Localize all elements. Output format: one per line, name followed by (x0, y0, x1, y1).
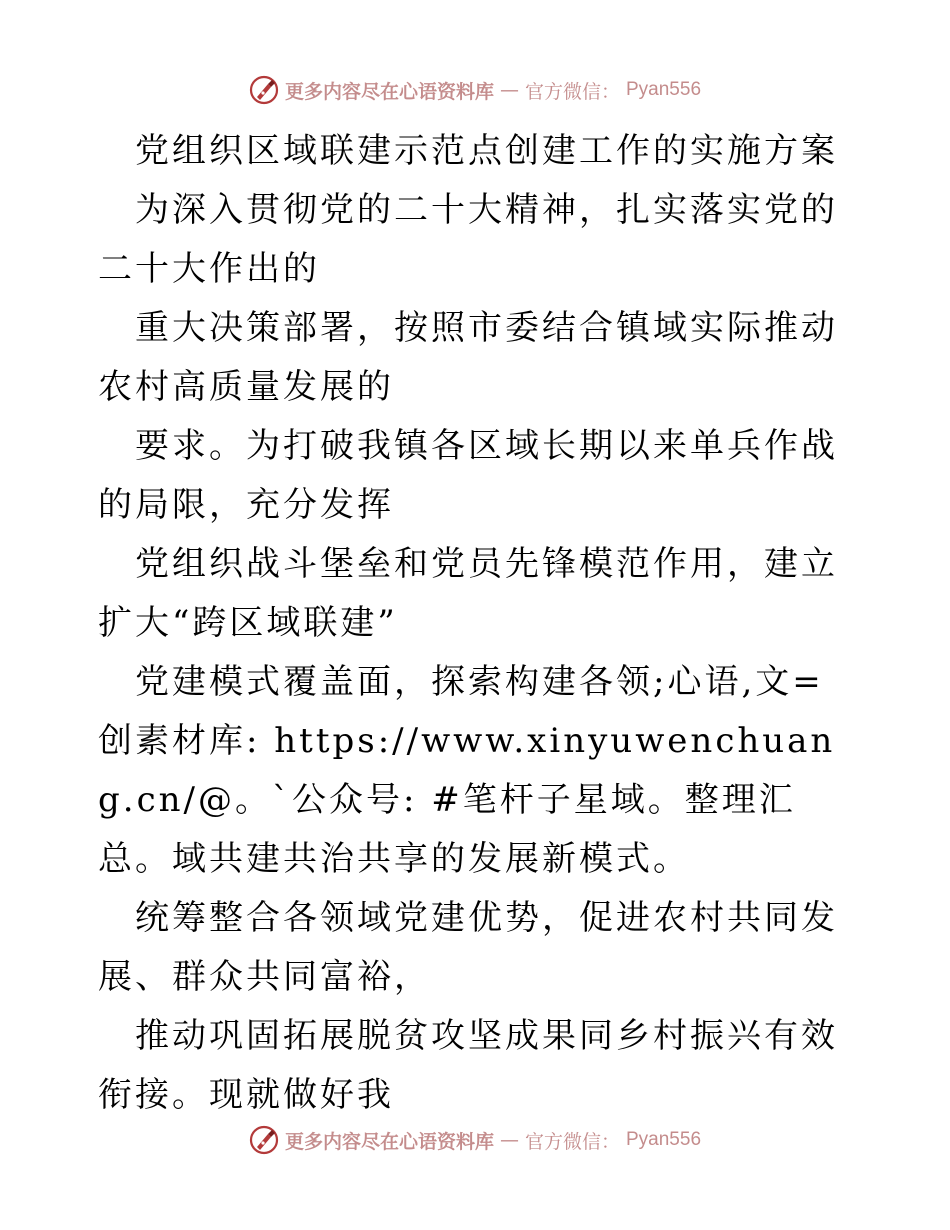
paragraph: 推动巩固拓展脱贫攻坚成果同乡村振兴有效衔接。现就做好我 (98, 1016, 838, 1115)
footer-banner (0, 1120, 950, 1160)
pen-nib-logo-icon (249, 75, 279, 105)
paragraph: 党建模式覆盖面，探索构建各领;心语,文=创素材库: https://www.xinyuwenchuang.cn/@。`公众号: #笔杆子星域。整理汇总。域共建共治共享的发展新模式。 (98, 662, 836, 879)
banner-dash: — (499, 1129, 519, 1151)
document-title: 党组织区域联建示范点创建工作的实施方案 (135, 131, 838, 171)
banner-site-text: 更多内容尽在心语资料库 (284, 80, 494, 103)
paragraph: 统筹整合各领域党建优势，促进农村共同发展、群众共同富裕， (98, 898, 838, 997)
banner-site-text: 更多内容尽在心语资料库 (284, 1130, 494, 1153)
pen-nib-logo-icon (249, 1125, 279, 1155)
paragraph: 要求。为打破我镇各区域长期以来单兵作战的局限，充分发挥 (98, 426, 838, 525)
paragraph: 为深入贯彻党的二十大精神，扎实落实党的二十大作出的 (98, 190, 838, 289)
banner-wechat-label: 官方微信： (524, 80, 620, 103)
banner-wechat-id: Pyan556 (626, 1129, 702, 1150)
document-body (98, 122, 850, 1125)
paragraph: 重大决策部署，按照市委结合镇域实际推动农村高质量发展的 (98, 308, 838, 407)
header-banner (0, 70, 950, 110)
paragraph: 党组织战斗堡垒和党员先锋模范作用，建立扩大“跨区域联建” (98, 544, 838, 643)
banner-dash: — (499, 79, 519, 101)
banner-wechat-label: 官方微信： (524, 1130, 620, 1153)
banner-wechat-id: Pyan556 (626, 79, 702, 100)
